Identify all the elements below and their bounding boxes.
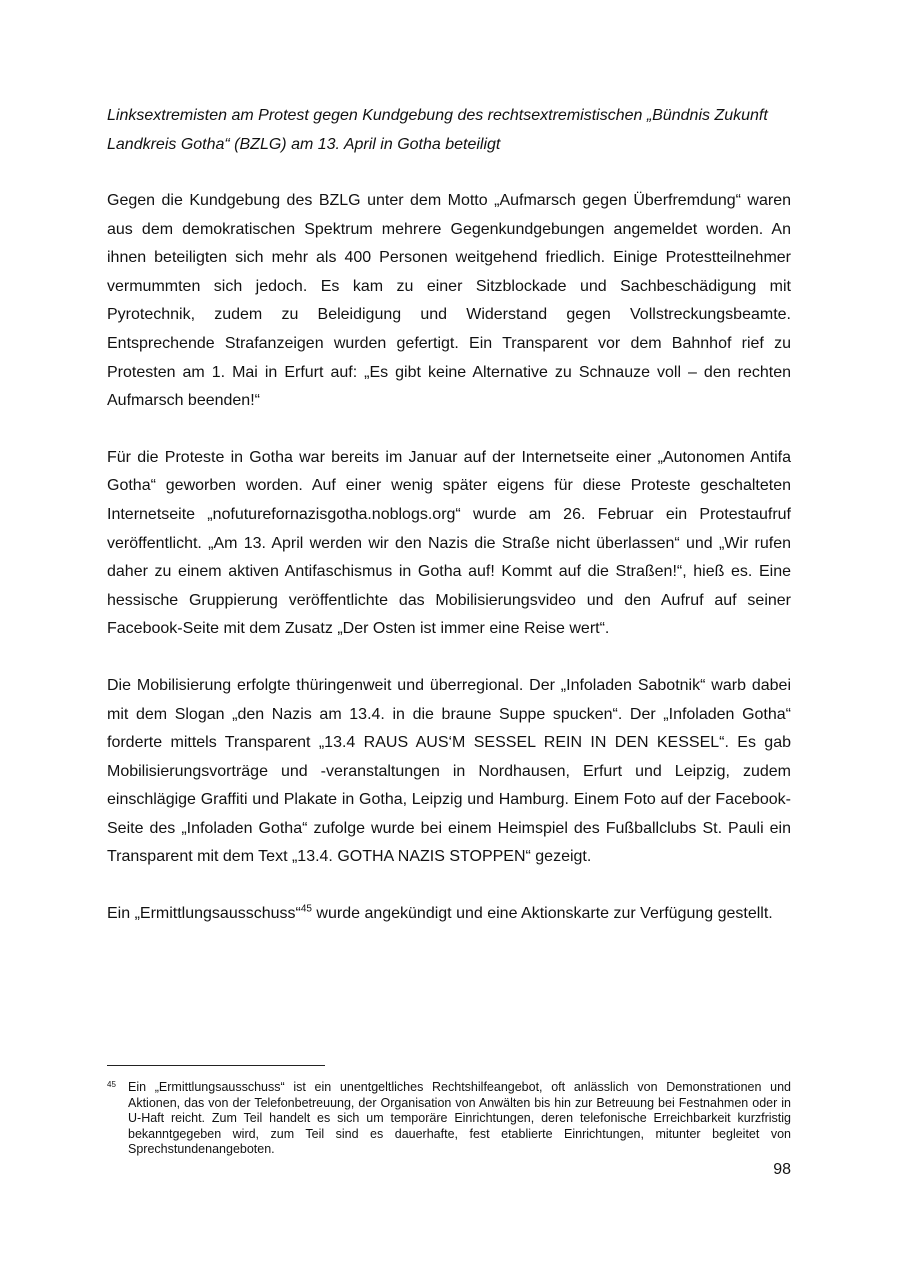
paragraph-2: Für die Proteste in Gotha war bereits im Januar auf der Internetseite einer „Autonomen Antifa Gotha“ geworben worden. Auf einer wenig später eigens für diese Proteste geschalteten Internetseite „nofuturefornazisgotha.noblogs.org“ wurde am 26. Februar ein Protestaufruf veröffentlicht. „Am 13. April werden wir den Nazis die Straße nicht überlassen“ und „Wir rufen daher zu einem aktiven Antifaschismus in Gotha auf! Kommt auf die Straßen!“, hieß es. Eine hessische Gruppierung veröffentlichte das Mobilisierungsvideo und den Aufruf auf seiner Facebook-Seite mit dem Zusatz „Der Osten ist immer eine Reise wert“.: [107, 448, 791, 638]
paragraph-3: Die Mobilisierung erfolgte thüringenweit und überregional. Der „Infoladen Sabotnik“ warb dabei mit dem Slogan „den Nazis am 13.4. in die braune Suppe spucken“. Der „Infoladen Gotha“ forderte mittels Transparent „13.4 RAUS AUS‘M SESSEL REIN IN DEN KESSEL“. Es gab Mobilisierungsvorträge und -veranstaltungen in Nordhausen, Erfurt und Leipzig, zudem einschlägige Graffiti und Plakate in Gotha, Leipzig und Hamburg. Einem Foto auf der Facebook-Seite des „Infoladen Gotha“ zufolge wurde bei einem Heimspiel des Fußballclubs St. Pauli ein Transparent mit dem Text „13.4. GOTHA NAZIS STOPPEN“ gezeigt.: [107, 676, 791, 866]
footnote-number: 45: [107, 1080, 116, 1089]
paragraph-4-text-end: wurde angekündigt und eine Aktionskarte zur Verfügung gestellt.: [311, 905, 773, 923]
footnote-text: Ein „Ermittlungsausschuss“ ist ein unentgeltliches Rechtshilfeangebot, oft anlässlich von Demonstrationen und Aktionen, das von der Telefonbetreuung, der Organisation von Anwälten bis hin zur Betreuung bei Festnahmen oder in U-Haft reicht. Zum Teil handelt es sich um temporäre Einrichtungen, deren telefonische Erreichbarkeit kurzfristig bekanntgegeben wird, zum Teil sind es dauerhafte, fest etablierte Einrichtungen, mitunter begleitet von Sprechstundenangeboten.: [128, 1080, 791, 1157]
footnote: [107, 1080, 791, 1158]
footnote-reference[interactable]: 45: [300, 903, 312, 915]
page-number: 98: [773, 1161, 791, 1178]
footnote-separator: [107, 1065, 325, 1066]
paragraph-1: Gegen die Kundgebung des BZLG unter dem Motto „Aufmarsch gegen Überfremdung“ waren aus dem demokratischen Spektrum mehrere Gegenkundgebungen angemeldet worden. An ihnen beteiligten sich mehr als 400 Personen weitgehend friedlich. Einige Protestteilnehmer vermummten sich jedoch. Es kam zu einer Sitzblockade und Sachbeschädigung mit Pyrotechnik, zudem zu Beleidigung und Widerstand gegen Vollstreckungsbeamte. Entsprechende Strafanzeigen wurden gefertigt. Ein Transparent vor dem Bahnhof rief zu Protesten am 1. Mai in Erfurt auf: „Es gibt keine Alternative zu Schnauze voll – den rechten Aufmarsch beenden!“: [107, 192, 791, 410]
paragraph-4-text-start: Ein „Ermittlungsausschuss“: [107, 905, 301, 923]
section-heading: Linksextremisten am Protest gegen Kundgebung des rechtsextremistischen „Bündnis Zukunft Landkreis Gotha“ (BZLG) am 13. April in Gotha beteiligt: [107, 107, 768, 153]
paragraph-4: [107, 900, 791, 929]
document-body: [107, 102, 791, 957]
